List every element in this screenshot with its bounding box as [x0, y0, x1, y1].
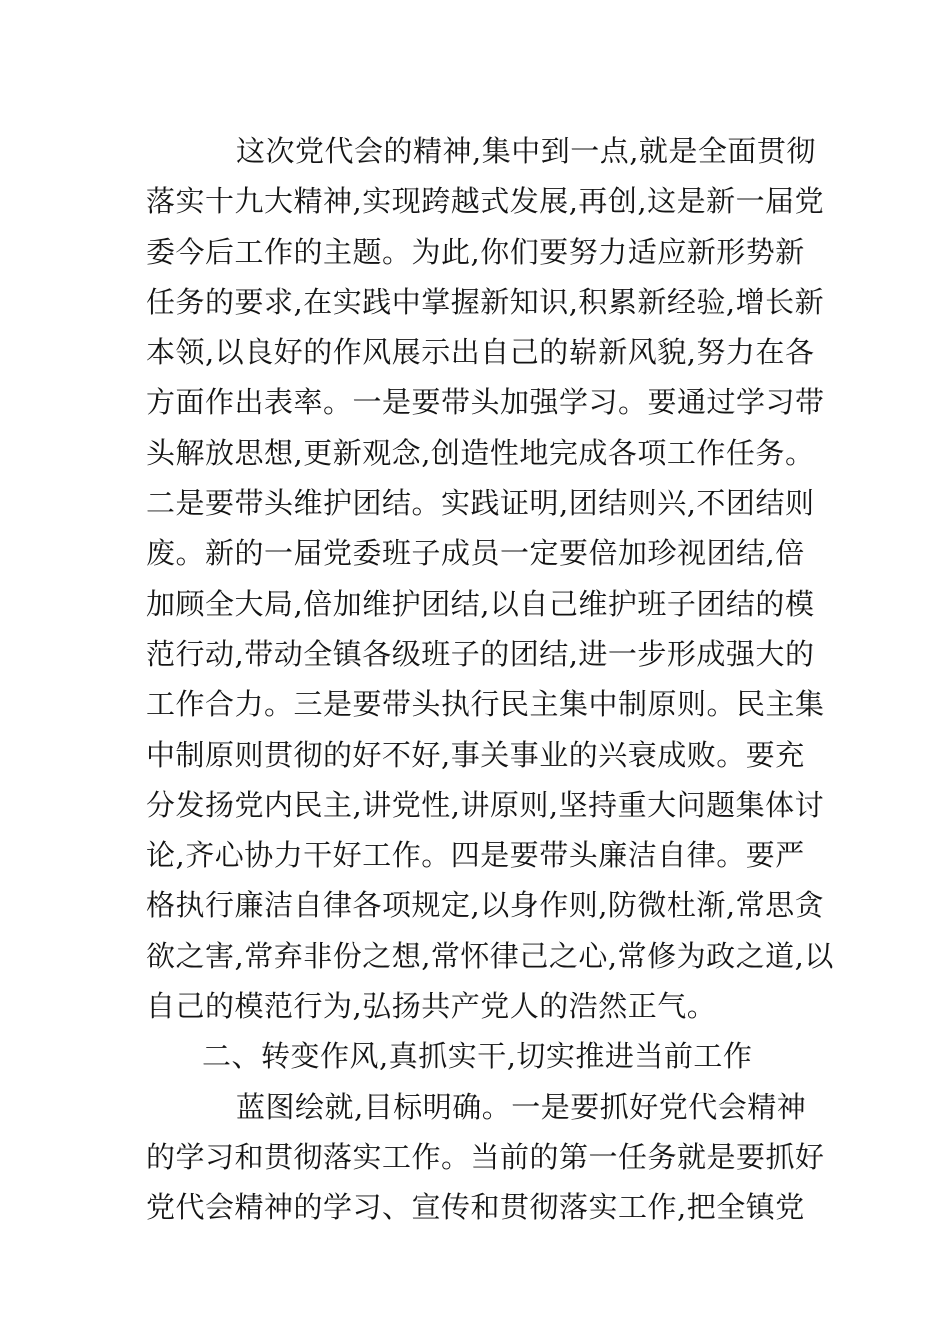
paragraph-line: 废。新的一届党委班子成员一定要倍加珍视团结,倍: [146, 536, 805, 571]
paragraph-line: 分发扬党内民主,讲党性,讲原则,坚持重大问题集体讨: [146, 787, 825, 822]
paragraph-line: 的学习和贯彻落实工作。当前的第一任务就是要抓好: [146, 1139, 825, 1174]
body-text: [146, 126, 834, 1233]
paragraph-line: 工作合力。三是要带头执行民主集中制原则。民主集: [146, 687, 825, 722]
paragraph-line: 落实十九大精神,实现跨越式发展,再创,这是新一届党: [146, 184, 825, 219]
paragraph-line: 论,齐心协力干好工作。四是要带头廉洁自律。要严: [146, 838, 805, 873]
paragraph-line: 任务的要求,在实践中掌握新知识,积累新经验,增长新: [146, 284, 825, 319]
paragraph-line: 欲之害,常弃非份之想,常怀律己之心,常修为政之道,以: [146, 938, 834, 973]
paragraph-line: 委今后工作的主题。为此,你们要努力适应新形势新: [146, 234, 805, 269]
paragraph-line: 头解放思想,更新观念,创造性地完成各项工作任务。: [146, 435, 815, 470]
paragraph-line: 二是要带头维护团结。实践证明,团结则兴,不团结则: [146, 486, 815, 521]
paragraph-line: 中制原则贯彻的好不好,事关事业的兴衰成败。要充: [146, 737, 805, 772]
paragraph-line: 党代会精神的学习、宣传和贯彻落实工作,把全镇党: [146, 1190, 805, 1225]
paragraph-line: 范行动,带动全镇各级班子的团结,进一步形成强大的: [146, 636, 815, 671]
paragraph-line: 方面作出表率。一是要带头加强学习。要通过学习带: [146, 385, 825, 420]
paragraph-line: 蓝图绘就,目标明确。一是要抓好党代会精神: [236, 1089, 807, 1124]
section-heading: 二、转变作风,真抓实干,切实推进当前工作: [202, 1039, 753, 1074]
paragraph-line: 这次党代会的精神,集中到一点,就是全面贯彻: [236, 134, 816, 168]
paragraph-line: 格执行廉洁自律各项规定,以身作则,防微杜渐,常思贪: [146, 888, 825, 923]
paragraph-line: 加顾全大局,倍加维护团结,以自己维护班子团结的模: [146, 586, 815, 621]
paragraph-line: 本领,以良好的作风展示出自己的崭新风貌,努力在各: [146, 335, 815, 370]
paragraph-line: 自己的模范行为,弘扬共产党人的浩然正气。: [146, 989, 717, 1024]
